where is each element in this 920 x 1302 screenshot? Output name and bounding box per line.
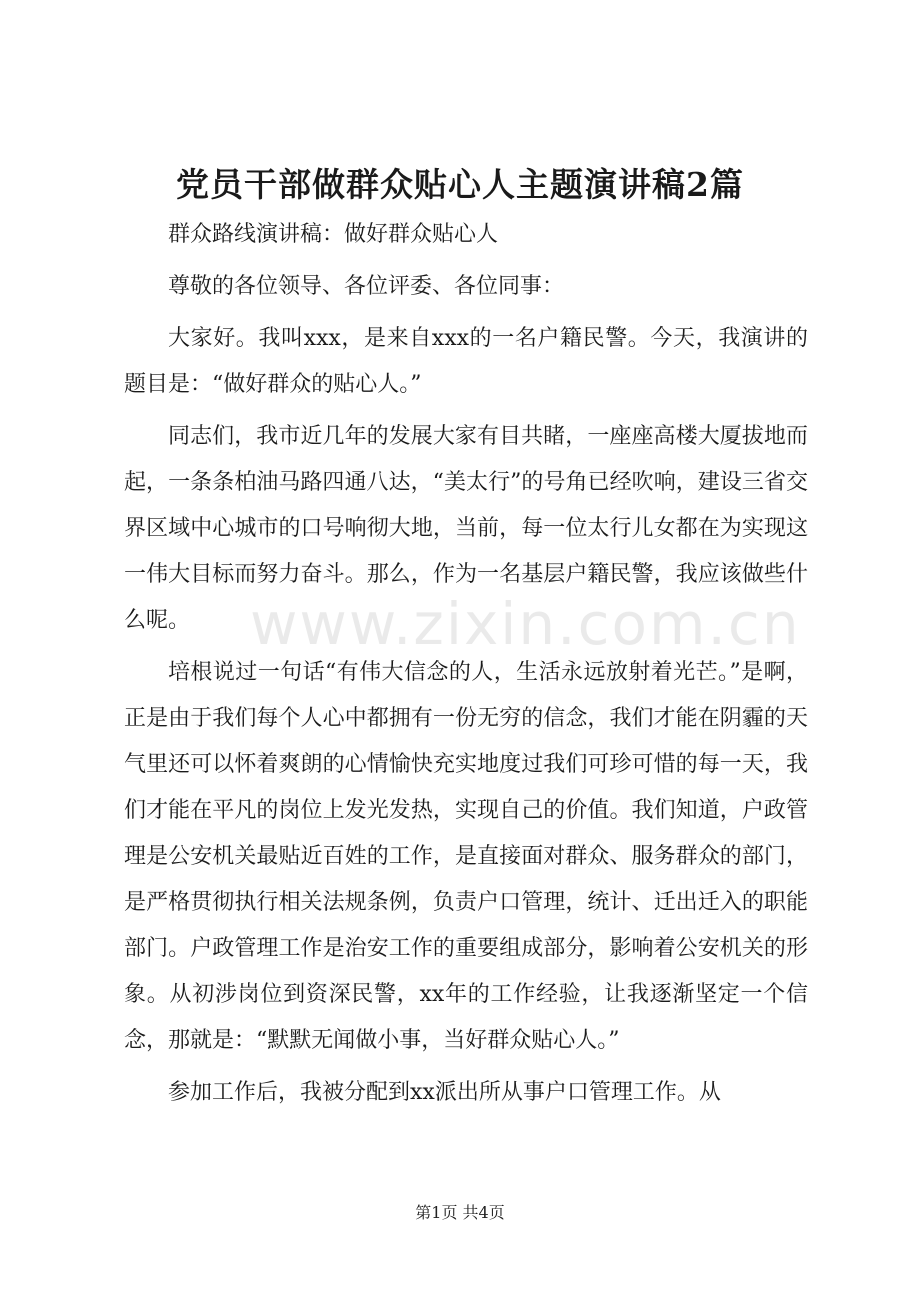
paragraph-work: 参加工作后，我被分配到xx派出所从事户口管理工作。从 bbox=[168, 1080, 721, 1105]
page-footer: 第1页 共4页 bbox=[415, 1203, 505, 1222]
watermark: www.zixin.com.cn bbox=[250, 590, 801, 658]
paragraph-development: 同志们，我市近几年的发展大家有目共睹，一座座高楼大厦拔地而起，一条条柏油马路四通八达，“美太行”的号角已经吹响，建设三省交界区域中心城市的口号响彻大地，当前，每一位太行儿女都在为实现这一伟大目标而努力奋斗。那么，作为一名基层户籍民警，我应该做些什么呢。 bbox=[124, 424, 808, 633]
document-title: 党员干部做群众贴心人主题演讲稿2篇 bbox=[176, 165, 744, 204]
paragraph-intro: 大家好。我叫xxx，是来自xxx的一名户籍民警。今天，我演讲的题目是：“做好群众的贴心人。” bbox=[124, 326, 808, 397]
paragraph-subtitle: 群众路线演讲稿：做好群众贴心人 bbox=[168, 222, 499, 247]
paragraph-belief: 培根说过一句话“有伟大信念的人，生活永远放射着光芒。”是啊，正是由于我们每个人心中都拥有一份无穷的信念，我们才能在阴霾的天气里还可以怀着爽朗的心情愉快充实地度过我们可珍可惜的每一天，我们才能在平凡的岗位上发光发热，实现自己的价值。我们知道，户政管理是公安机关最贴近百姓的工作，是直接面对群众、服务群众的部门，是严格贯彻执行相关法规条例，负责户口管理，统计、迁出迁入的职能部门。户政管理工作是治安工作的重要组成部分，影响着公安机关的形象。从初涉岗位到资深民警，xx年的工作经验，让我逐渐坚定一个信念，那就是：“默默无闻做小事，当好群众贴心人。” bbox=[124, 660, 808, 1053]
paragraph-salutation: 尊敬的各位领导、各位评委、各位同事： bbox=[168, 274, 565, 299]
document-body bbox=[124, 212, 808, 1122]
